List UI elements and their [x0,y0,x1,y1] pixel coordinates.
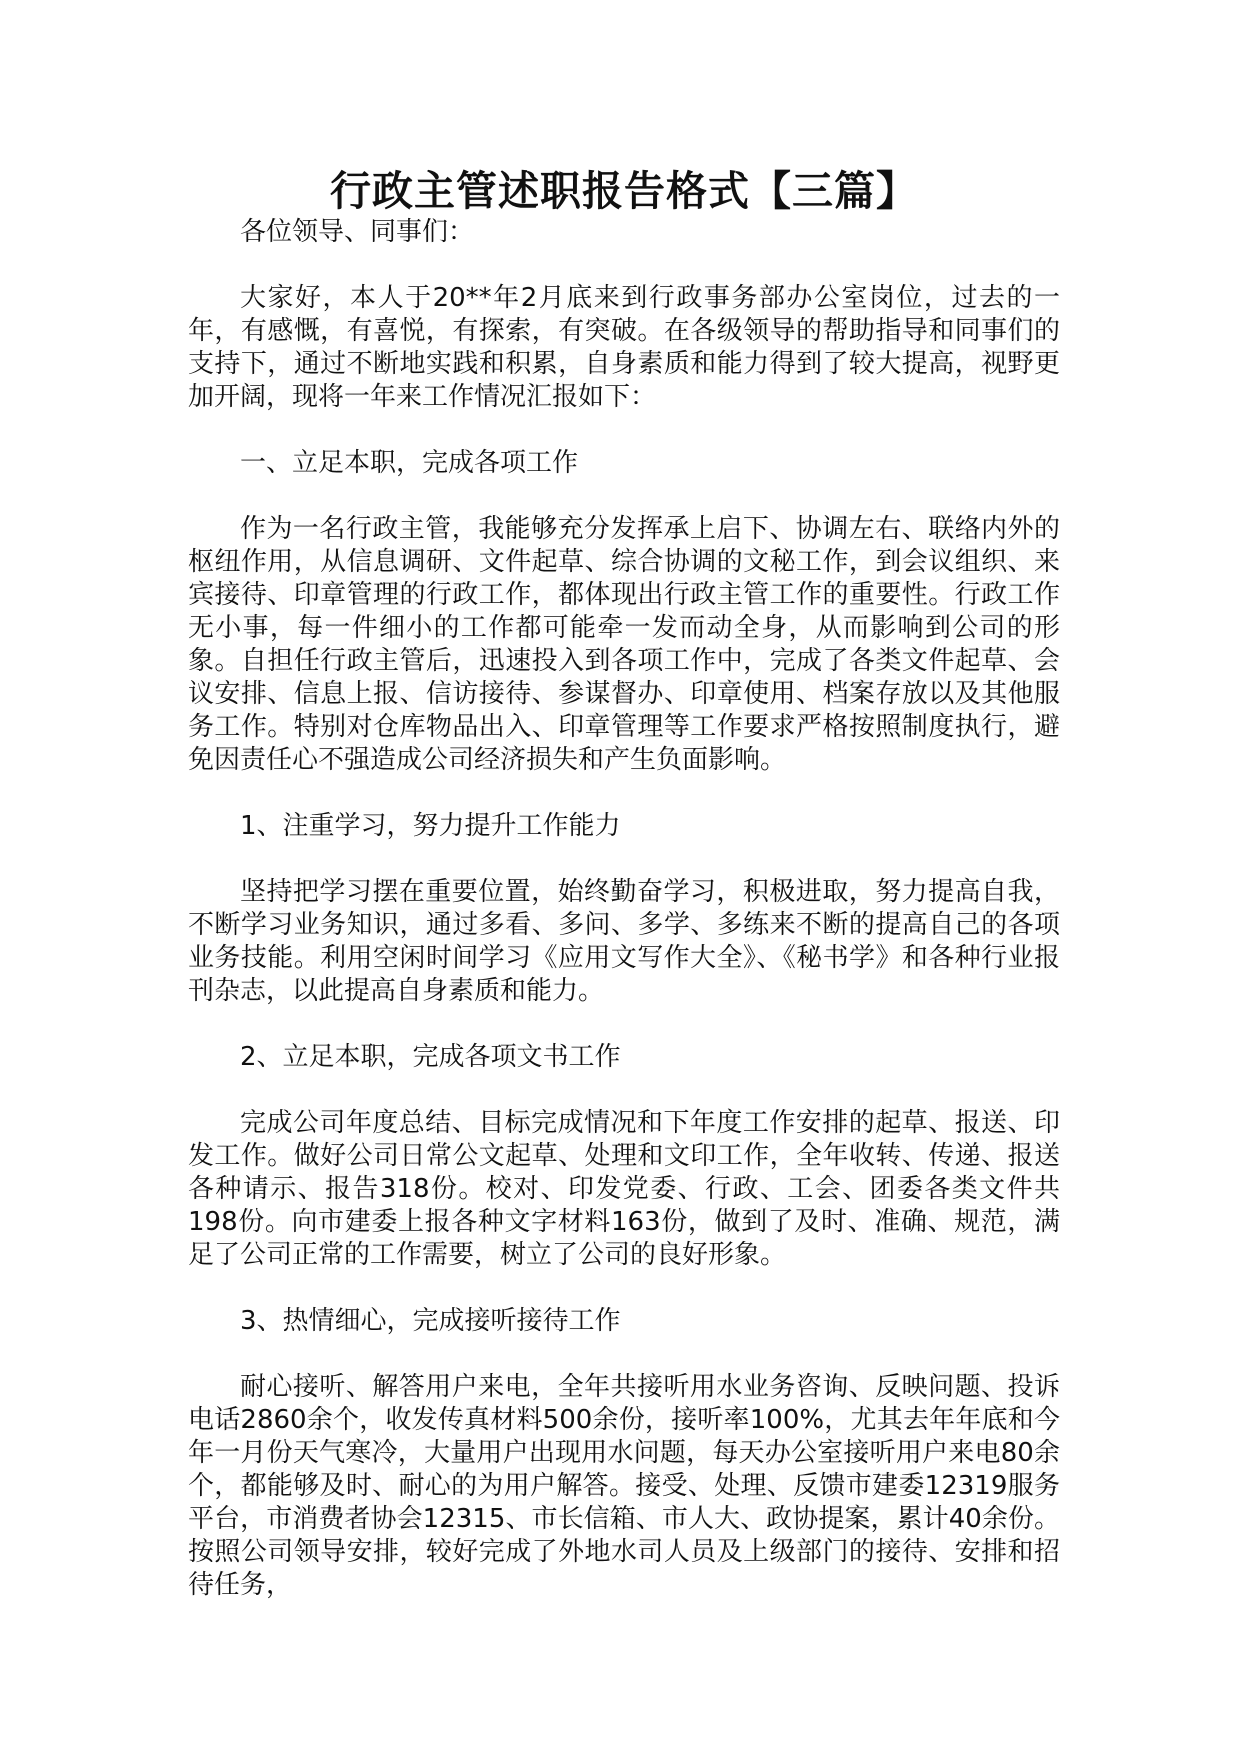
item-heading-1: 1、注重学习，努力提升工作能力 [240,811,621,841]
document-page [188,166,1060,1635]
item-body-3: 耐心接听、解答用户来电，全年共接听用水业务咨询、反映问题、投诉电话2860余个，收发传真材料500余份，接听率100%，尤其去年年底和今年一月份天气寒冷，大量用户出现用水问题，每天办公室接听用户来电80余个，都能够及时、耐心的为用户解答。接受、处理、反馈市建委12319服务平台，市消费者协会12315、市长信箱、市人大、政协提案，累计40余份。按照公司领导安排，较好完成了外地水司人员及上级部门的接待、安排和招待任务， [188,1372,1060,1600]
section-body-1: 作为一名行政主管，我能够充分发挥承上启下、协调左右、联络内外的枢纽作用，从信息调研、文件起草、综合协调的文秘工作，到会议组织、来宾接待、印章管理的行政工作，都体现出行政主管工作的重要性。行政工作无小事，每一件细小的工作都可能牵一发而动全身，从而影响到公司的形象。自担任行政主管后，迅速投入到各项工作中，完成了各类文件起草、会议安排、信息上报、信访接待、参谋督办、印章使用、档案存放以及其他服务工作。特别对仓库物品出入、印章管理等工作要求严格按照制度执行，避免因责任心不强造成公司经济损失和产生负面影响。 [188,514,1060,775]
greeting: 各位领导、同事们： [240,217,475,247]
item-body-1: 坚持把学习摆在重要位置，始终勤奋学习，积极进取，努力提高自我，不断学习业务知识，通过多看、多问、多学、多练来不断的提高自己的各项业务技能。利用空闲时间学习《应用文写作大全》、《秘书学》和各种行业报刊杂志，以此提高自身素质和能力。 [188,877,1060,1006]
section-heading-1: 一、立足本职，完成各项工作 [240,448,579,478]
item-body-2: 完成公司年度总结、目标完成情况和下年度工作安排的起草、报送、印发工作。做好公司日常公文起草、处理和文印工作，全年收转、传递、报送各种请示、报告318份。校对、印发党委、行政、工会、团委各类文件共198份。向市建委上报各种文字材料163份，做到了及时、准确、规范，满足了公司正常的工作需要，树立了公司的良好形象。 [188,1108,1060,1270]
intro-paragraph: 大家好，本人于20**年2月底来到行政事务部办公室岗位，过去的一年，有感慨，有喜悦，有探索，有突破。在各级领导的帮助指导和同事们的支持下，通过不断地实践和积累，自身素质和能力得到了较大提高，视野更加开阔，现将一年来工作情况汇报如下： [188,283,1060,412]
document-title: 行政主管述职报告格式【三篇】 [330,167,918,215]
item-heading-3: 3、热情细心，完成接听接待工作 [240,1306,621,1336]
item-heading-2: 2、立足本职，完成各项文书工作 [240,1042,621,1072]
